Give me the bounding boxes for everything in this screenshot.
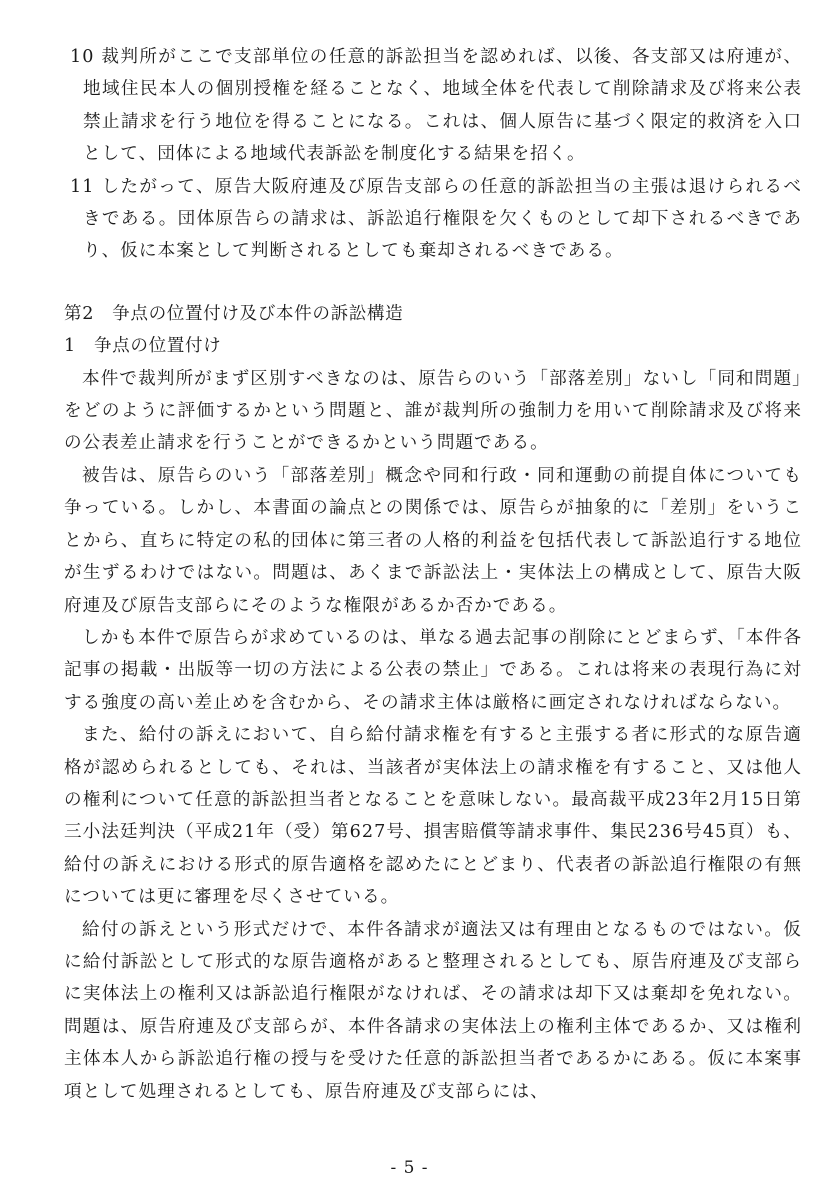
subsection-heading: 1 争点の位置付け [64, 336, 222, 357]
numbered-item-10: 10 裁判所がここで支部単位の任意的訴訟担当を認めれば、以後、各支部又は府連が、地域住民本人の個別授権を経ることなく、地域全体を代表して削除請求及び将来公表禁止請求を行う地位を得ることになる。これは、個人原告に基づく限定的救済を入口として、団体による地域代表訴訟を制度化する結果を招く。 [70, 47, 802, 165]
section-spacer [64, 268, 802, 298]
body-paragraph-2: 被告は、原告らのいう「部落差別」概念や同和行政・同和運動の前提自体についても争っている。しかし、本書面の論点との関係では、原告らが抽象的に「差別」をいうことから、直ちに特定の私的団体に第三者の人格的利益を包括代表して訴訟追行する地位が生ずるわけではない。問題は、あくまで訴訟法上・実体法上の構成として、原告大阪府連及び原告支部らにそのような権限があるか否かである。 [64, 465, 802, 616]
body-paragraph-1: 本件で裁判所がまず区別すべきなのは、原告らのいう「部落差別」ないし「同和問題」をどのように評価するかという問題と、誰が裁判所の強制力を用いて削除請求及び将来の公表差止請求を行うことができるかという問題である。 [64, 368, 802, 454]
body-paragraph-4: また、給付の訴えにおいて、自ら給付請求権を有すると主張する者に形式的な原告適格が認められるとしても、それは、当該者が実体法上の請求権を有すること、又は他人の権利について任意的訴訟担当者となることを意味しない。最高裁平成23年2月15日第三小法廷判決（平成21年（受）第627号、損害賠償等請求事件、集民236号45頁）も、給付の訴えにおける形式的原告適格を認めたにとどまり、代表者の訴訟追行権限の有無については更に審理を尽くさせている。 [64, 725, 802, 908]
page-content [64, 41, 802, 1108]
numbered-item-11: 11 したがって、原告大阪府連及び原告支部らの任意的訴訟担当の主張は退けられるべきである。団体原告らの請求は、訴訟追行権限を欠くものとして却下されるべきであり、仮に本案として判断されるとしても棄却されるべきである。 [70, 176, 802, 262]
section-heading: 第2 争点の位置付け及び本件の訴訟構造 [64, 303, 404, 324]
page-number: - 5 - [390, 1158, 429, 1178]
body-paragraph-3: しかも本件で原告らが求めているのは、単なる過去記事の削除にとどまらず、「本件各記事の掲載・出版等一切の方法による公表の禁止」である。これは将来の表現行為に対する強度の高い差止めを含むから、その請求主体は厳格に画定されなければならない。 [64, 627, 802, 713]
body-paragraph-5: 給付の訴えという形式だけで、本件各請求が適法又は有理由となるものではない。仮に給付訴訟として形式的な原告適格があると整理されるとしても、原告府連及び支部らに実体法上の権利又は訴訟追行権限がなければ、その請求は却下又は棄却を免れない。問題は、原告府連及び支部らが、本件各請求の実体法上の権利主体であるか、又は権利主体本人から訴訟追行権の授与を受けた任意的訴訟担当者であるかにある。仮に本案事項として処理されるとしても、原告府連及び支部らには、 [64, 919, 802, 1102]
